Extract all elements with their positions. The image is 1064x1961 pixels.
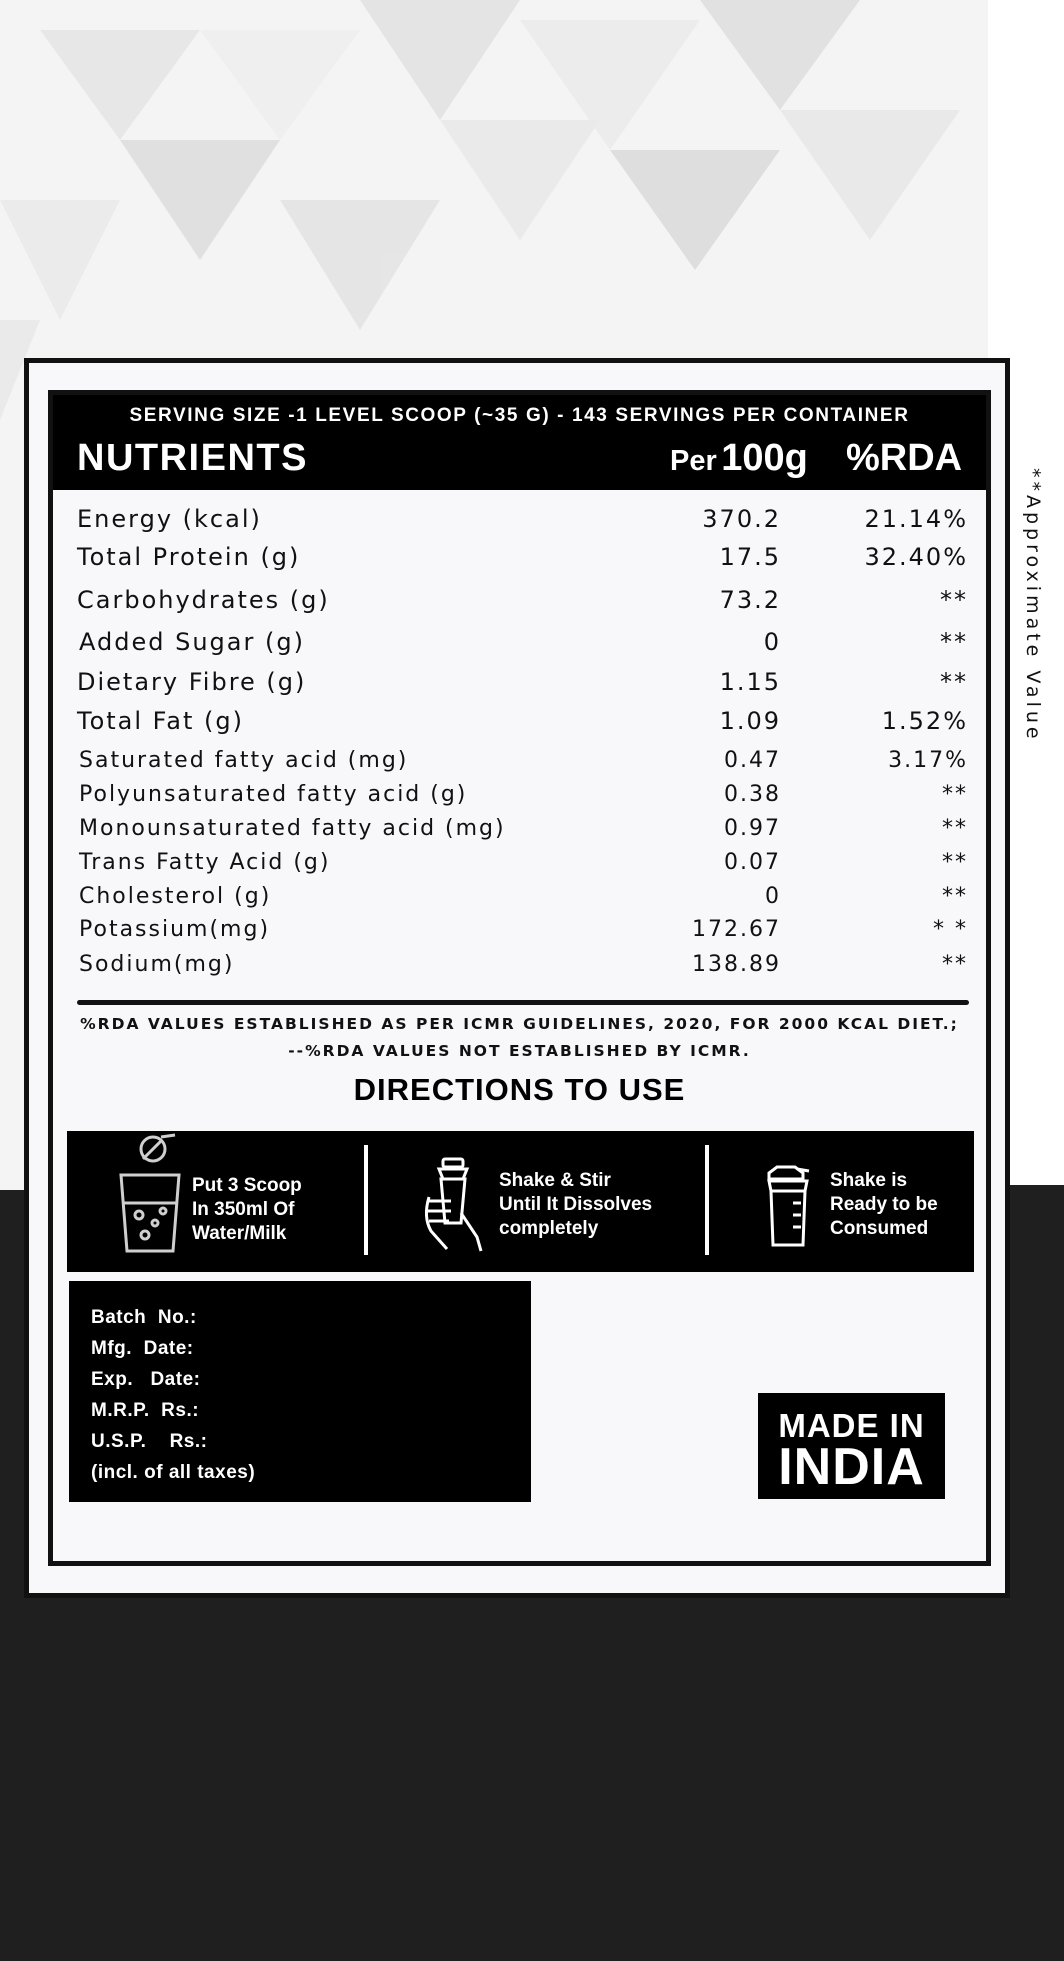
nutrient-value: 0 <box>765 884 781 909</box>
india-text: INDIA <box>778 1438 925 1496</box>
nutrient-value: 0.47 <box>724 748 781 773</box>
nutrient-rda: 3.17% <box>888 748 968 773</box>
nutrient-row <box>53 668 986 698</box>
nutrient-row <box>53 917 986 947</box>
nutrient-name: Sodium(mg) <box>79 952 235 977</box>
nutrient-row <box>53 884 986 914</box>
made-in-text: MADE IN <box>778 1407 925 1444</box>
nutrient-rda: 21.14% <box>864 505 968 533</box>
nutrient-rda: ** <box>942 952 968 977</box>
per-label: Per <box>670 445 717 477</box>
per-100g-heading <box>670 437 808 480</box>
nutrient-value: 73.2 <box>719 586 781 614</box>
mrp-label: M.R.P. Rs.: <box>91 1400 200 1421</box>
batch-number-label: Batch No.: <box>91 1307 197 1328</box>
nutrients-heading: NUTRIENTS <box>77 437 308 479</box>
nutrient-name: Energy (kcal) <box>77 505 262 533</box>
nutrient-name: Added Sugar (g) <box>79 628 305 656</box>
rda-footnote: %RDA VALUES ESTABLISHED AS PER ICMR GUIDELINES, 2020, FOR 2000 KCAL DIET.; <box>80 1015 959 1033</box>
nutrient-rda: ** <box>942 884 968 909</box>
nutrition-panel <box>48 390 991 1566</box>
nutrition-header <box>53 395 986 490</box>
nutrient-value: 1.15 <box>719 668 781 696</box>
nutrient-value: 138.89 <box>692 952 781 977</box>
nutrient-rda: ** <box>940 586 968 614</box>
nutrient-row <box>53 543 986 573</box>
nutrient-row <box>53 782 986 812</box>
hand-shaker-icon <box>421 1157 487 1257</box>
nutrient-rda: ** <box>942 782 968 807</box>
step-2-text: Shake & Stir Until It Dissolves completely <box>499 1170 653 1239</box>
nutrient-value: 17.5 <box>719 543 781 571</box>
approximate-value-note: **Approximate Value <box>1022 468 1044 743</box>
nutrient-name: Trans Fatty Acid (g) <box>79 850 331 875</box>
directions-title: DIRECTIONS TO USE <box>353 1072 686 1107</box>
shaker-bottle-icon <box>763 1163 813 1253</box>
nutrient-row <box>53 586 986 616</box>
batch-info-box <box>69 1281 531 1502</box>
nutrient-name: Saturated fatty acid (mg) <box>79 748 409 773</box>
nutrient-name: Cholesterol (g) <box>79 884 272 909</box>
nutrient-row <box>53 850 986 880</box>
nutrient-row <box>53 707 986 737</box>
nutrient-rda: ** <box>942 816 968 841</box>
nutrient-value: 0.07 <box>724 850 781 875</box>
table-divider <box>77 1000 969 1005</box>
mfg-date-label: Mfg. Date: <box>91 1338 194 1359</box>
nutrient-row <box>53 816 986 846</box>
directions-steps <box>67 1131 974 1272</box>
nutrient-rda: * * <box>933 917 968 942</box>
nutrient-name: Carbohydrates (g) <box>77 586 330 614</box>
nutrient-rda: 32.40% <box>864 543 968 571</box>
made-in-india-badge <box>758 1393 945 1499</box>
nutrient-rda: ** <box>942 850 968 875</box>
nutrient-row <box>53 505 986 535</box>
nutrient-rda: ** <box>940 668 968 696</box>
nutrient-name: Monounsaturated fatty acid (mg) <box>79 816 506 841</box>
nutrient-value: 172.67 <box>692 917 781 942</box>
step-3-text: Shake is Ready to be Consumed <box>830 1170 938 1239</box>
nutrient-value: 0 <box>763 628 781 656</box>
nutrient-row <box>53 748 986 778</box>
nutrient-name: Dietary Fibre (g) <box>77 668 307 696</box>
nutrient-value: 1.09 <box>719 707 781 735</box>
usp-label: U.S.P. Rs.: <box>91 1431 208 1452</box>
step-1-text: Put 3 Scoop In 350ml Of Water/Milk <box>192 1175 302 1244</box>
nutrient-name: Total Fat (g) <box>77 707 244 735</box>
taxes-note: (incl. of all taxes) <box>91 1462 256 1483</box>
glass-scoop-icon <box>115 1133 185 1262</box>
nutrient-name: Total Protein (g) <box>77 543 301 571</box>
nutrient-value: 370.2 <box>702 505 781 533</box>
step-divider <box>364 1145 368 1255</box>
nutrient-value: 0.97 <box>724 816 781 841</box>
nutrient-rda: ** <box>940 628 968 656</box>
nutrient-row <box>53 952 986 982</box>
rda-footnote-not-established: --%RDA VALUES NOT ESTABLISHED BY ICMR. <box>288 1042 751 1060</box>
nutrient-name: Polyunsaturated fatty acid (g) <box>79 782 468 807</box>
rda-heading: %RDA <box>846 437 963 479</box>
exp-date-label: Exp. Date: <box>91 1369 201 1390</box>
nutrient-row <box>53 628 986 658</box>
nutrient-name: Potassium(mg) <box>79 917 271 942</box>
serving-size: SERVING SIZE -1 LEVEL SCOOP (~35 G) - 143 SERVINGS PER CONTAINER <box>129 405 910 426</box>
per-amount: 100g <box>721 437 808 479</box>
step-divider <box>705 1145 709 1255</box>
nutrient-rda: 1.52% <box>881 707 968 735</box>
nutrient-value: 0.38 <box>724 782 781 807</box>
